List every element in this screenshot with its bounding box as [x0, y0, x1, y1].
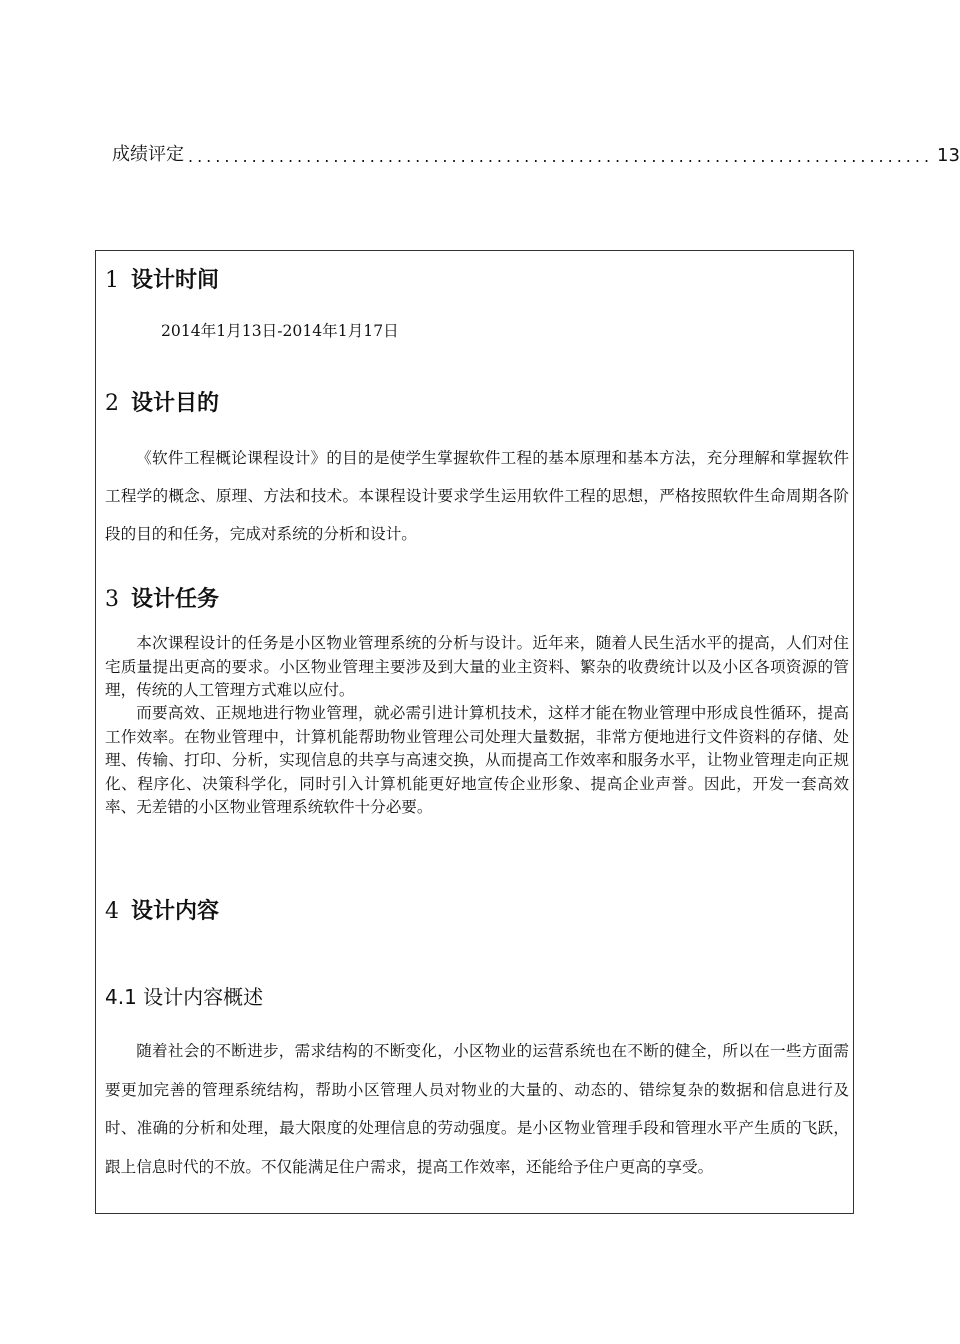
section-3-heading: [105, 582, 219, 613]
section-title: 设计时间: [131, 268, 220, 293]
design-content-overview-paragraph: 随着社会的不断进步，需求结构的不断变化，小区物业的运营系统也在不断的健全，所以在一些方面需要更加完善的管理系统结构，帮助小区管理人员对物业的大量的、动态的、错综复杂的数据和信息进行及时、准确的分析和处理，最大限度的处理信息的劳动强度。是小区物业管理手段和管理水平产生质的飞跃，跟上信息时代的不放。不仅能满足住户需求，提高工作效率，还能给予住户更高的享受。: [105, 1042, 849, 1176]
design-time-text: 2014年1月13日-2014年1月17日: [161, 322, 399, 340]
subsection-4-1-heading: 4.1 设计内容概述: [105, 985, 264, 1009]
section-number: 4: [105, 899, 119, 924]
section-4-heading: [105, 894, 219, 925]
toc-page-number: 13: [937, 145, 960, 166]
section-1-heading: [105, 263, 219, 294]
design-purpose-paragraph: 《软件工程概论课程设计》的目的是使学生掌握软件工程的基本原理和基本方法，充分理解和掌握软件工程学的概念、原理、方法和技术。本课程设计要求学生运用软件工程的思想，严格按照软件生命周期各阶段的目的和任务，完成对系统的分析和设计。: [105, 449, 849, 543]
content-frame: [95, 250, 854, 1214]
section-title: 设计任务: [131, 587, 220, 612]
toc-leader-dots: ..................................................................................: [188, 147, 934, 166]
section-title: 设计目的: [131, 391, 220, 416]
design-task-paragraph-2: 而要高效、正规地进行物业管理，就必需引进计算机技术，这样才能在物业管理中形成良性循环，提高工作效率。在物业管理中，计算机能帮助物业管理公司处理大量数据，非常方便地进行文件资料的存储、处理、传输、打印、分析，实现信息的共享与高速交换，从而提高工作效率和服务水平，让物业管理走向正规化、程序化、决策科学化，同时引入计算机能更好地宣传企业形象、提高企业声誉。因此，开发一套高效率、无差错的小区物业管理系统软件十分必要。: [105, 704, 849, 816]
section-2-heading: [105, 386, 219, 417]
section-title: 设计内容: [131, 899, 220, 924]
toc-entry[interactable]: [112, 140, 960, 166]
section-number: 3: [105, 587, 119, 612]
section-number: 2: [105, 391, 119, 416]
design-task-paragraph-1: 本次课程设计的任务是小区物业管理系统的分析与设计。近年来，随着人民生活水平的提高，人们对住宅质量提出更高的要求。小区物业管理主要涉及到大量的业主资料、繁杂的收费统计以及小区各项资源的管理，传统的人工管理方式难以应付。: [105, 634, 849, 699]
toc-label: 成绩评定: [112, 144, 184, 165]
section-number: 1: [105, 268, 119, 293]
